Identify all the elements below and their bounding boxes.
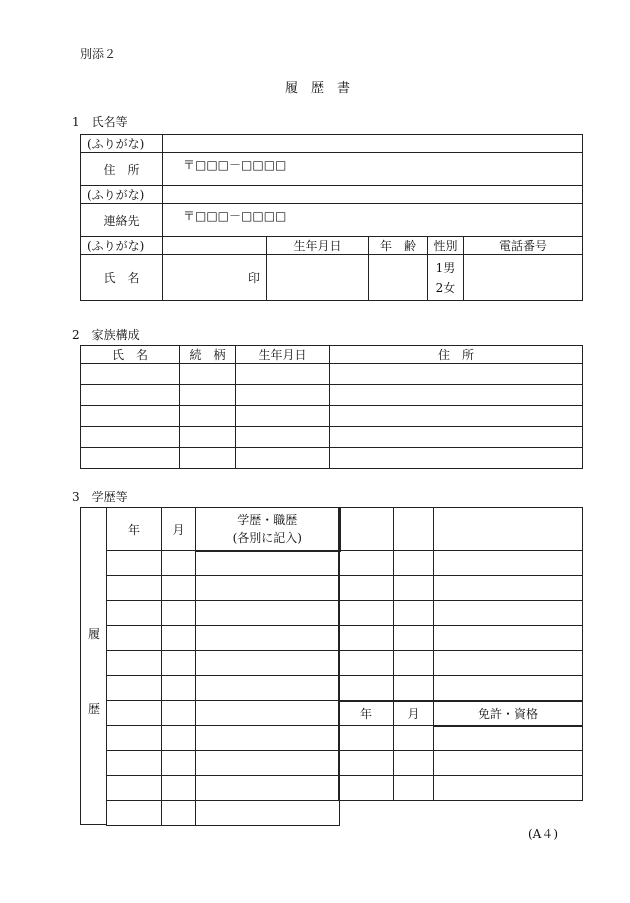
history-header xyxy=(196,508,340,551)
license-month-header: 月 xyxy=(394,701,434,726)
table-row xyxy=(339,576,583,601)
table-cell[interactable] xyxy=(339,508,394,551)
table-cell[interactable] xyxy=(81,427,180,448)
table-cell[interactable] xyxy=(394,551,434,576)
table-cell[interactable] xyxy=(107,701,162,726)
table-cell[interactable] xyxy=(107,626,162,651)
table-cell[interactable] xyxy=(196,551,340,576)
table-row xyxy=(339,551,583,576)
family-col-address: 住 所 xyxy=(330,346,583,364)
table-cell[interactable] xyxy=(434,508,583,551)
attachment-label: 別添２ xyxy=(80,47,117,61)
table-cell[interactable] xyxy=(339,651,394,676)
table-cell[interactable] xyxy=(330,406,583,427)
table-row xyxy=(339,601,583,626)
table-cell[interactable] xyxy=(330,427,583,448)
contact-label: 連絡先 xyxy=(81,204,163,237)
table-cell[interactable] xyxy=(434,551,583,576)
table-row xyxy=(107,676,340,701)
table-cell[interactable] xyxy=(236,427,330,448)
table-cell[interactable] xyxy=(434,676,583,701)
table-row xyxy=(107,801,340,826)
table-cell[interactable] xyxy=(180,427,236,448)
table-cell[interactable] xyxy=(394,676,434,701)
birthdate-label: 生年月日 xyxy=(267,237,369,255)
table-cell[interactable] xyxy=(394,508,434,551)
table-cell[interactable] xyxy=(339,626,394,651)
table-row xyxy=(107,701,340,726)
table-cell[interactable] xyxy=(107,551,162,576)
table-cell[interactable] xyxy=(339,751,394,776)
table-cell[interactable] xyxy=(394,726,434,751)
address-label: 住 所 xyxy=(81,153,163,186)
table-cell[interactable] xyxy=(196,801,340,826)
table-row xyxy=(81,385,583,406)
table-cell[interactable] xyxy=(196,676,340,701)
table-cell[interactable] xyxy=(434,726,583,751)
history-header-line1: 学歴・職歴 xyxy=(237,512,298,527)
contact-postal-placeholder: 〒□□□－□□□□ xyxy=(183,209,287,223)
table-cell[interactable] xyxy=(330,364,583,385)
table-cell[interactable] xyxy=(236,448,330,469)
table-cell[interactable] xyxy=(162,626,196,651)
side-char-reki: 歴 xyxy=(88,702,101,716)
table-cell[interactable] xyxy=(394,626,434,651)
table-row xyxy=(107,576,340,601)
sex-cell[interactable] xyxy=(428,255,464,301)
table-row xyxy=(107,601,340,626)
table-cell[interactable] xyxy=(236,385,330,406)
table-cell[interactable] xyxy=(162,676,196,701)
seal-mark: 印 xyxy=(247,271,260,285)
family-col-birthdate: 生年月日 xyxy=(236,346,330,364)
table-cell[interactable] xyxy=(394,651,434,676)
section3-heading: 3 学歴等 xyxy=(72,490,128,504)
table-row xyxy=(107,776,340,801)
family-col-relation: 続 柄 xyxy=(180,346,236,364)
month-header: 月 xyxy=(162,508,196,551)
table-cell[interactable] xyxy=(107,751,162,776)
furigana-address-cell[interactable] xyxy=(163,135,583,153)
table-cell[interactable] xyxy=(162,651,196,676)
table-row xyxy=(107,751,340,776)
table-row xyxy=(339,726,583,751)
table-row xyxy=(81,406,583,427)
table-cell[interactable] xyxy=(330,385,583,406)
sex-label: 性別 xyxy=(428,237,464,255)
sex-option-female[interactable]: 2女 xyxy=(435,280,456,295)
table-cell[interactable] xyxy=(196,626,340,651)
table-cell[interactable] xyxy=(162,726,196,751)
table-cell[interactable] xyxy=(180,406,236,427)
table-row xyxy=(339,651,583,676)
table-cell[interactable] xyxy=(107,801,162,826)
table-cell[interactable] xyxy=(162,576,196,601)
table-cell[interactable] xyxy=(434,626,583,651)
table-row xyxy=(107,726,340,751)
table-cell[interactable] xyxy=(81,364,180,385)
address-cell[interactable] xyxy=(163,153,583,186)
table-cell[interactable] xyxy=(107,651,162,676)
table-row xyxy=(81,448,583,469)
table-cell[interactable] xyxy=(236,364,330,385)
table-cell[interactable] xyxy=(107,576,162,601)
table-cell[interactable] xyxy=(339,551,394,576)
table-cell[interactable] xyxy=(196,751,340,776)
personal-info-table xyxy=(80,134,583,301)
table-cell[interactable] xyxy=(81,448,180,469)
table-cell[interactable] xyxy=(394,776,434,801)
side-char-ri: 履 xyxy=(88,627,101,641)
table-cell[interactable] xyxy=(196,776,340,801)
table-cell[interactable] xyxy=(196,601,340,626)
table-cell[interactable] xyxy=(162,776,196,801)
table-cell[interactable] xyxy=(162,601,196,626)
table-cell[interactable] xyxy=(196,651,340,676)
table-cell[interactable] xyxy=(434,651,583,676)
birthdate-cell[interactable] xyxy=(267,255,369,301)
section1-heading: 1 氏名等 xyxy=(72,115,128,129)
table-cell[interactable] xyxy=(434,751,583,776)
phone-label: 電話番号 xyxy=(464,237,583,255)
table-row xyxy=(81,364,583,385)
table-cell[interactable] xyxy=(339,676,394,701)
table-row xyxy=(339,776,583,801)
furigana-label-contact: (ふりがな) xyxy=(81,186,163,204)
paper-size-label: (A４) xyxy=(528,827,559,841)
history-header-line2: (各別に記入) xyxy=(232,530,302,545)
table-cell[interactable] xyxy=(339,601,394,626)
table-cell[interactable] xyxy=(162,701,196,726)
history-side-column xyxy=(80,507,107,825)
table-cell[interactable] xyxy=(107,601,162,626)
table-cell[interactable] xyxy=(162,551,196,576)
education-history-grid xyxy=(106,507,341,826)
year-header: 年 xyxy=(107,508,162,551)
table-cell[interactable] xyxy=(339,726,394,751)
table-cell[interactable] xyxy=(81,385,180,406)
table-row xyxy=(107,551,340,576)
table-row xyxy=(107,651,340,676)
table-cell[interactable] xyxy=(81,406,180,427)
table-cell[interactable] xyxy=(394,751,434,776)
table-cell[interactable] xyxy=(339,576,394,601)
name-label: 氏 名 xyxy=(81,255,163,301)
license-year-header: 年 xyxy=(339,701,394,726)
table-cell[interactable] xyxy=(434,576,583,601)
table-cell[interactable] xyxy=(162,751,196,776)
age-cell[interactable] xyxy=(369,255,428,301)
table-row xyxy=(339,626,583,651)
table-cell[interactable] xyxy=(162,801,196,826)
table-cell[interactable] xyxy=(339,776,394,801)
table-cell[interactable] xyxy=(236,406,330,427)
contact-cell[interactable] xyxy=(163,204,583,237)
section2-heading: 2 家族構成 xyxy=(72,328,140,342)
table-row xyxy=(339,676,583,701)
furigana-name-cell[interactable] xyxy=(163,237,267,255)
table-cell[interactable] xyxy=(394,601,434,626)
table-cell[interactable] xyxy=(107,676,162,701)
table-cell[interactable] xyxy=(107,776,162,801)
family-table xyxy=(80,345,583,469)
family-col-name: 氏 名 xyxy=(81,346,180,364)
table-row xyxy=(107,626,340,651)
furigana-contact-cell[interactable] xyxy=(163,186,583,204)
table-row xyxy=(339,751,583,776)
table-cell[interactable] xyxy=(196,726,340,751)
table-row xyxy=(339,508,583,551)
table-cell[interactable] xyxy=(434,601,583,626)
sex-option-male[interactable]: 1男 xyxy=(435,260,456,275)
table-cell[interactable] xyxy=(196,701,340,726)
table-cell[interactable] xyxy=(180,385,236,406)
table-cell[interactable] xyxy=(107,726,162,751)
postal-code-placeholder: 〒□□□－□□□□ xyxy=(183,158,287,172)
table-cell[interactable] xyxy=(434,776,583,801)
document-title: 履 歴 書 xyxy=(285,81,351,96)
table-cell[interactable] xyxy=(330,448,583,469)
table-cell[interactable] xyxy=(180,448,236,469)
age-label: 年 齢 xyxy=(369,237,428,255)
table-cell[interactable] xyxy=(394,576,434,601)
history-table xyxy=(80,507,582,825)
table-cell[interactable] xyxy=(196,576,340,601)
phone-cell[interactable] xyxy=(464,255,583,301)
name-cell[interactable] xyxy=(163,255,267,301)
furigana-label-address: (ふりがな) xyxy=(81,135,163,153)
license-header: 免許・資格 xyxy=(434,701,583,726)
furigana-label-name: (ふりがな) xyxy=(81,237,163,255)
table-row xyxy=(81,427,583,448)
license-grid xyxy=(338,507,583,801)
table-cell[interactable] xyxy=(180,364,236,385)
